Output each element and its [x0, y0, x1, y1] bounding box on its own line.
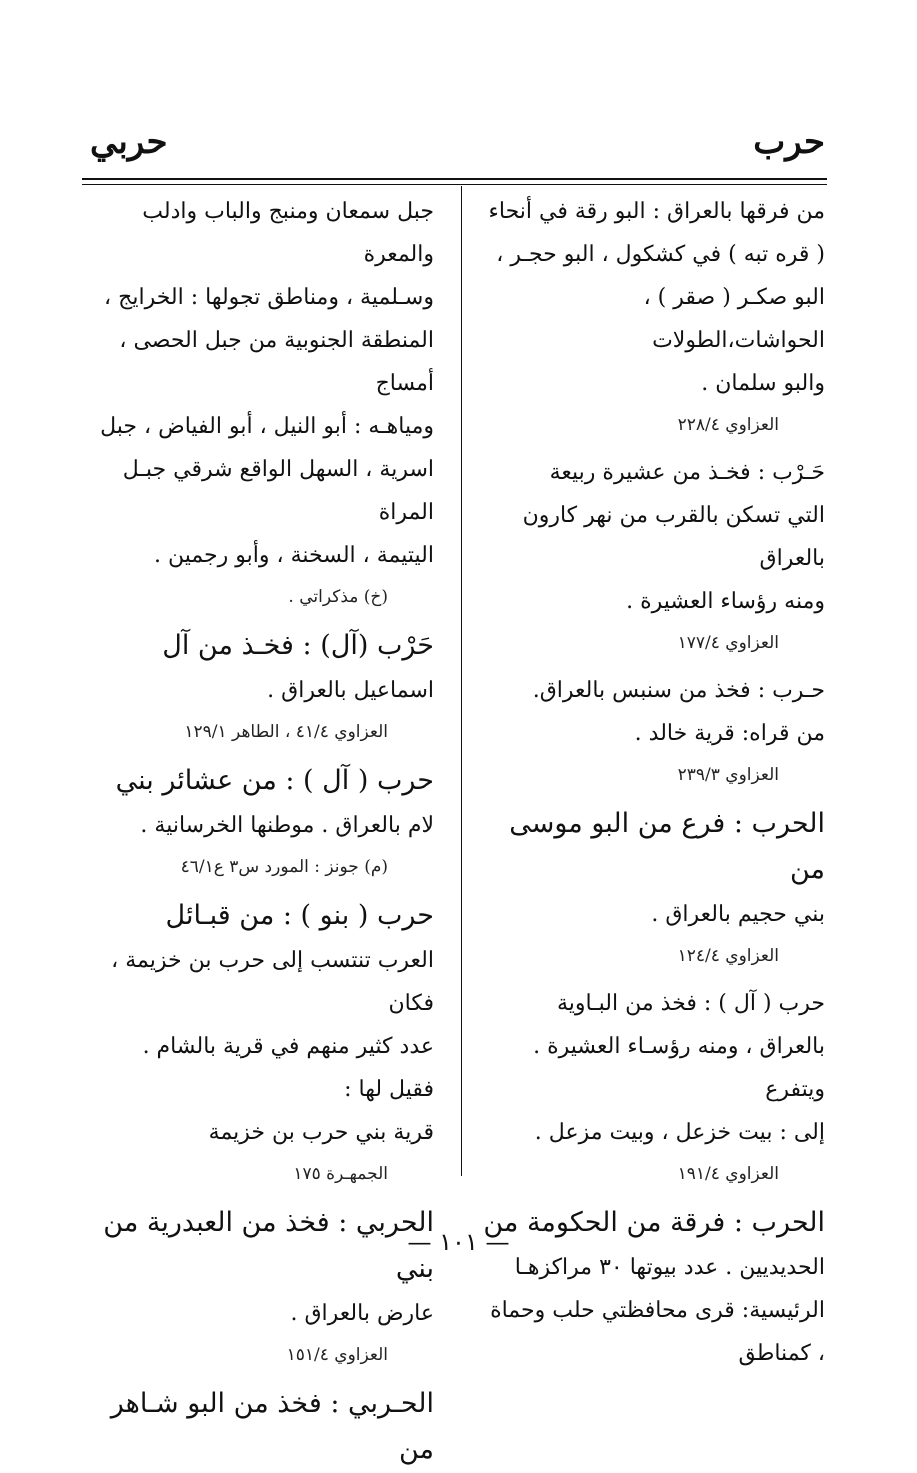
entry-text-line: ( قره تبه ) في كشكول ، البو حجـر ،: [496, 242, 825, 267]
entry-text-line: حرب ( آل ) : فخذ من البـاوية: [556, 991, 825, 1016]
entry-text-line: ومنه رؤساء العشيرة .: [626, 589, 825, 614]
entry-text-line: لام بالعراق . موطنها الخرسانية .: [140, 813, 434, 838]
entry-text-line: المنطقة الجنوبية من جبل الحصى ، أمساج: [119, 328, 434, 396]
left-column: [92, 190, 434, 1473]
header-right-word: حرب: [753, 122, 825, 162]
entry-text-line: اسرية ، السهل الواقع شرقي جبـل المراة: [122, 457, 434, 525]
entry-text-line: بالعراق ، ومنه رؤسـاء العشيرة . ويتفرع: [533, 1034, 825, 1102]
source-citation: (م) جونز : المورد س٣ ع٤٦/١: [180, 857, 388, 877]
entry-text-line: جبل سمعان ومنبج والباب وادلب والمعرة: [142, 199, 434, 267]
entry-headword-line: الحرب : فرع من البو موسى من: [509, 808, 825, 885]
entry-text-line: قرية بني حرب بن خزيمة: [208, 1120, 434, 1145]
column-divider: [461, 186, 462, 1176]
page-number: — ١٠١ —: [407, 1228, 510, 1256]
entry-headword-line: الحربي : فخذ من العبدرية من بني: [103, 1207, 434, 1284]
source-citation: العزاوي ٢٣٩/٣: [677, 765, 779, 785]
source-citation: العزاوي ١٧٧/٤: [677, 633, 779, 653]
header-left-word: حربي: [90, 122, 168, 162]
right-column: [480, 190, 825, 1375]
entry-text-line: ومياهـه : أبو النيل ، أبو الفياض ، جبل: [100, 414, 434, 439]
entry-text-line: الحديديين . عدد بيوتها ٣٠ مراكزهـا: [514, 1255, 825, 1280]
header-rule: [82, 178, 827, 180]
source-citation: العزاوي ٤١/٤ ، الطاهر ١٢٩/١: [184, 722, 388, 742]
entry-text-line: اليتيمة ، السخنة ، وأبو رجمين .: [153, 543, 434, 568]
entry-headword-line: حرب ( بنو ) : من قبـائل: [165, 900, 434, 931]
entry-text-line: والبو سلمان .: [701, 371, 825, 396]
entry-text-line: اسماعيل بالعراق .: [267, 678, 434, 703]
entry-headword-line: حرب ( آل ) : من عشائر بني: [115, 765, 434, 796]
entry-text-line: العرب تنتسب إلى حرب بن خزيمة ، فكان: [111, 948, 434, 1016]
entry-text-line: الرئيسية: قرى محافظتي حلب وحماة ، كمناطق: [490, 1298, 825, 1366]
entry-headword-line: الحـربي : فخذ من البو شـاهر من: [110, 1388, 434, 1465]
entry-headword-line: حَرْب (آل) : فخـذ من آل: [162, 630, 434, 661]
source-citation: العزاوي ١٢٤/٤: [677, 946, 779, 966]
source-citation: العزاوي ١٥١/٤: [286, 1345, 388, 1365]
entry-text-line: من قراه: قرية خالد .: [634, 721, 825, 746]
header-rule-thin: [82, 184, 827, 185]
source-citation: الجمهـرة ١٧٥: [293, 1164, 388, 1184]
entry-text-line: حـرب : فخذ من سنبس بالعراق.: [532, 678, 825, 703]
source-citation: العزاوي ١٩١/٤: [677, 1164, 779, 1184]
entry-headword-line: الحرب : فرقة من الحكومة من: [483, 1207, 825, 1238]
entry-text-line: البو صكـر ( صقر ) ، الحواشات،الطولات: [643, 285, 825, 353]
entry-text-line: بني حجيم بالعراق .: [651, 902, 825, 927]
entry-text-line: وسـلمية ، ومناطق تجولها : الخرايج ،: [104, 285, 434, 310]
source-citation: العزاوي ٢٢٨/٤: [677, 415, 779, 435]
entry-text-line: عارض بالعراق .: [290, 1301, 434, 1326]
entry-text-line: التي تسكن بالقرب من نهر كارون بالعراق: [522, 503, 825, 571]
entry-text-line: عدد كثير منهم في قرية بالشام . فقيل لها :: [142, 1034, 434, 1102]
entry-text-line: حَـرْب : فخـذ من عشيرة ربيعة: [549, 460, 825, 485]
source-citation: (خ) مذكراتي .: [288, 587, 388, 607]
entry-text-line: إلى : بيت خزعل ، وبيت مزعل .: [534, 1120, 825, 1145]
entry-text-line: من فرقها بالعراق : البو رقة في أنحاء: [488, 199, 825, 224]
